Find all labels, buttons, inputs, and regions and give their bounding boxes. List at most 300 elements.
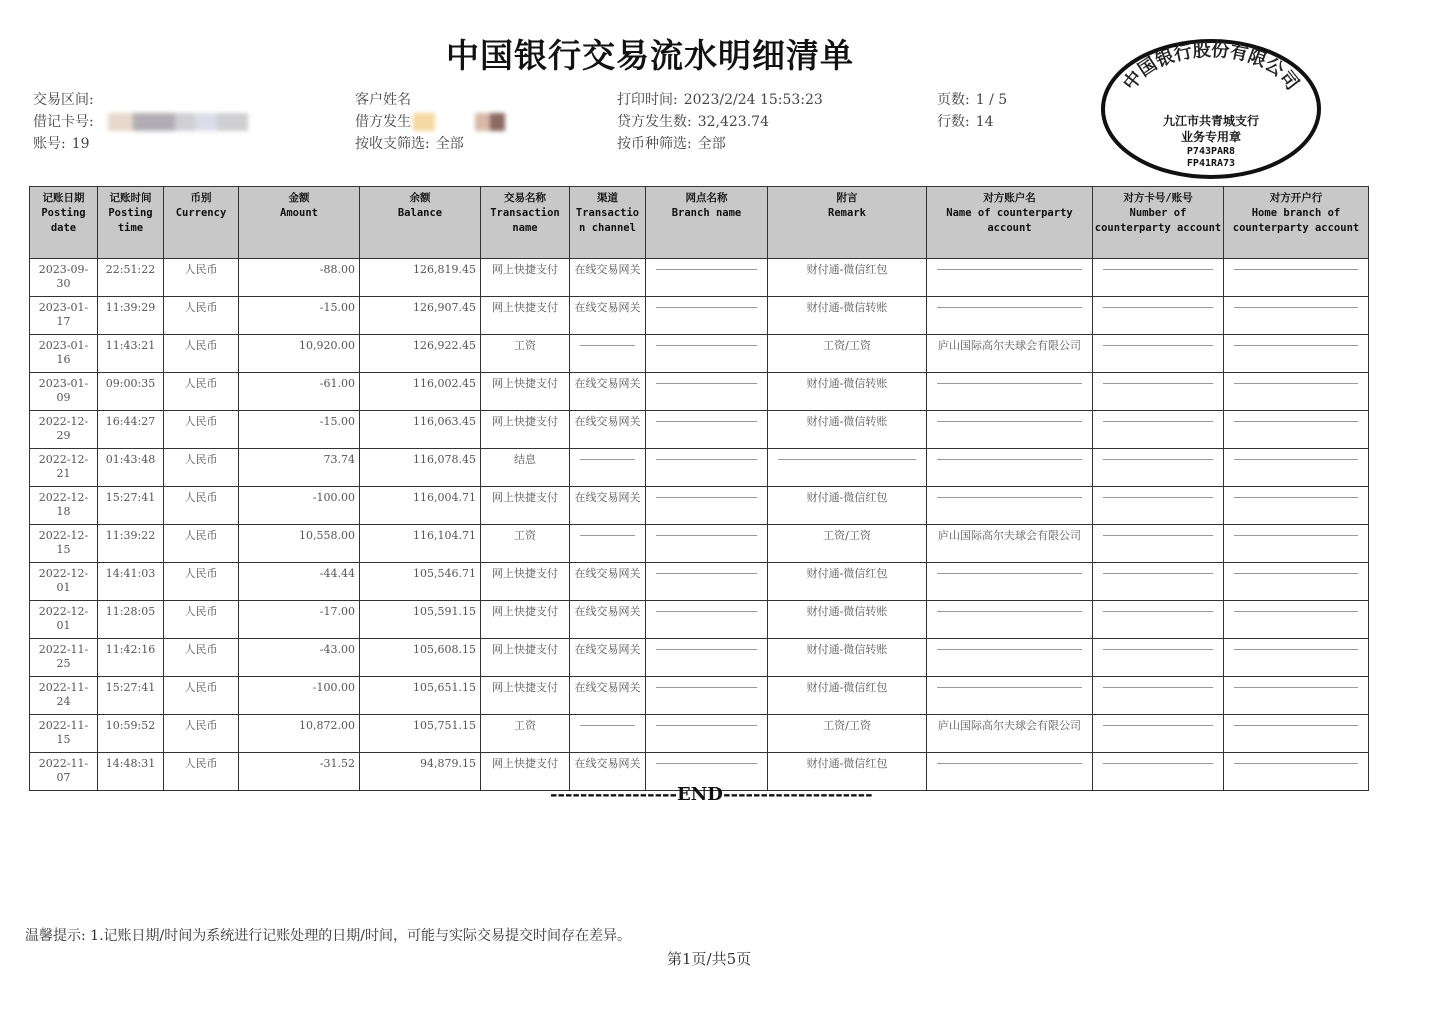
cell-remark: 财付通-微信转账 xyxy=(768,639,927,677)
cell-remark: 财付通-微信红包 xyxy=(768,487,927,525)
cell-posting-date: 2022-12-29 xyxy=(30,411,98,449)
print-time-field xyxy=(617,91,823,109)
cell-transaction-name: 网上快捷支付 xyxy=(481,601,570,639)
cell-remark: 财付通-微信红包 xyxy=(768,259,927,297)
cell-balance: 126,922.45 xyxy=(360,335,481,373)
cell-counterparty-number xyxy=(1093,525,1224,563)
column-header-cn: 金额 xyxy=(288,192,310,204)
rows-field xyxy=(937,113,994,131)
cell-currency: 人民币 xyxy=(164,449,239,487)
cell-amount: -100.00 xyxy=(239,487,360,525)
cell-channel: 在线交易网关 xyxy=(570,373,646,411)
cell-counterparty-branch xyxy=(1224,601,1369,639)
empty-dash xyxy=(656,763,757,764)
debit-field xyxy=(355,113,505,131)
cell-amount: 10,558.00 xyxy=(239,525,360,563)
cell-remark: 财付通-微信转账 xyxy=(768,373,927,411)
cell-transaction-name: 网上快捷支付 xyxy=(481,563,570,601)
column-header-en: Transaction name xyxy=(490,207,560,234)
cell-amount: -31.52 xyxy=(239,753,360,791)
cell-posting-time: 11:42:16 xyxy=(98,639,164,677)
empty-dash xyxy=(1234,687,1358,688)
cell-currency: 人民币 xyxy=(164,259,239,297)
cell-transaction-name: 工资 xyxy=(481,335,570,373)
empty-dash xyxy=(1103,269,1213,270)
empty-dash xyxy=(937,763,1082,764)
column-header-remark xyxy=(768,187,927,259)
cell-posting-date: 2022-12-21 xyxy=(30,449,98,487)
empty-dash xyxy=(1103,725,1213,726)
column-header-counterparty-branch xyxy=(1224,187,1369,259)
cell-posting-date: 2022-11-07 xyxy=(30,753,98,791)
cell-posting-time: 22:51:22 xyxy=(98,259,164,297)
cell-counterparty-number xyxy=(1093,259,1224,297)
empty-dash xyxy=(1103,611,1213,612)
column-header-en: Posting time xyxy=(108,207,153,234)
cell-balance: 94,879.15 xyxy=(360,753,481,791)
cell-counterparty-branch xyxy=(1224,449,1369,487)
cell-counterparty-name xyxy=(927,411,1093,449)
cell-counterparty-number xyxy=(1093,449,1224,487)
cell-transaction-name: 网上快捷支付 xyxy=(481,753,570,791)
cell-counterparty-number xyxy=(1093,297,1224,335)
cell-balance: 116,063.45 xyxy=(360,411,481,449)
empty-dash xyxy=(656,535,757,536)
empty-dash xyxy=(1234,497,1358,498)
column-header-cn: 交易名称 xyxy=(504,192,546,204)
empty-dash xyxy=(937,421,1082,422)
cell-counterparty-name xyxy=(927,639,1093,677)
table-row xyxy=(30,525,1369,563)
cell-channel xyxy=(570,525,646,563)
cell-counterparty-number xyxy=(1093,487,1224,525)
empty-dash xyxy=(580,345,635,346)
table-row xyxy=(30,601,1369,639)
cell-balance: 126,819.45 xyxy=(360,259,481,297)
cell-balance: 105,546.71 xyxy=(360,563,481,601)
cell-posting-date: 2022-11-15 xyxy=(30,715,98,753)
cell-amount: -44.44 xyxy=(239,563,360,601)
empty-dash xyxy=(1103,763,1213,764)
cell-remark: 工资/工资 xyxy=(768,335,927,373)
empty-dash xyxy=(1234,611,1358,612)
cell-balance: 105,651.15 xyxy=(360,677,481,715)
cell-counterparty-number xyxy=(1093,715,1224,753)
column-header-en: Home branch of counterparty account xyxy=(1232,207,1360,234)
empty-dash xyxy=(656,687,757,688)
column-header-cn: 币别 xyxy=(190,192,212,204)
account-field xyxy=(33,135,90,153)
cell-remark: 财付通-微信红包 xyxy=(768,563,927,601)
empty-dash xyxy=(656,421,757,422)
empty-dash xyxy=(1103,307,1213,308)
cell-posting-time: 11:39:29 xyxy=(98,297,164,335)
inout-filter-label: 按收支筛选: xyxy=(355,136,430,152)
cell-balance: 105,608.15 xyxy=(360,639,481,677)
empty-dash xyxy=(656,269,757,270)
cell-amount: -43.00 xyxy=(239,639,360,677)
cell-counterparty-number xyxy=(1093,563,1224,601)
cell-remark: 财付通-微信转账 xyxy=(768,411,927,449)
cell-amount: -17.00 xyxy=(239,601,360,639)
cell-counterparty-branch xyxy=(1224,715,1369,753)
column-header-cn: 记账日期 xyxy=(42,192,85,204)
cell-remark: 工资/工资 xyxy=(768,715,927,753)
table-row xyxy=(30,411,1369,449)
cell-transaction-name: 网上快捷支付 xyxy=(481,639,570,677)
column-header-amount xyxy=(239,187,360,259)
stamp-purpose: 业务专用章 xyxy=(1180,130,1242,144)
empty-dash xyxy=(937,459,1082,460)
column-header-en: Branch name xyxy=(671,207,742,219)
cell-currency: 人民币 xyxy=(164,753,239,791)
cell-remark: 财付通-微信红包 xyxy=(768,753,927,791)
empty-dash xyxy=(1103,345,1213,346)
cell-counterparty-number xyxy=(1093,411,1224,449)
cell-branch-name xyxy=(646,259,768,297)
cell-posting-date: 2022-12-18 xyxy=(30,487,98,525)
empty-dash xyxy=(1103,687,1213,688)
cell-counterparty-name: 庐山国际高尔夫球会有限公司 xyxy=(927,525,1093,563)
cell-counterparty-name xyxy=(927,677,1093,715)
cell-counterparty-branch xyxy=(1224,259,1369,297)
end-marker: -----------------END-------------------- xyxy=(550,784,873,805)
cell-counterparty-branch xyxy=(1224,677,1369,715)
cell-counterparty-branch xyxy=(1224,373,1369,411)
cell-branch-name xyxy=(646,677,768,715)
cell-branch-name xyxy=(646,715,768,753)
redacted-debit xyxy=(413,113,435,131)
empty-dash xyxy=(1103,383,1213,384)
empty-dash xyxy=(580,725,635,726)
cell-channel: 在线交易网关 xyxy=(570,601,646,639)
cell-branch-name xyxy=(646,487,768,525)
cell-currency: 人民币 xyxy=(164,677,239,715)
cell-counterparty-name xyxy=(927,259,1093,297)
empty-dash xyxy=(1234,421,1358,422)
empty-dash xyxy=(656,307,757,308)
table-row xyxy=(30,449,1369,487)
cell-counterparty-branch xyxy=(1224,753,1369,791)
cell-balance: 116,078.45 xyxy=(360,449,481,487)
inout-filter-value: 全部 xyxy=(435,136,464,152)
empty-dash xyxy=(937,649,1082,650)
cell-posting-time: 16:44:27 xyxy=(98,411,164,449)
column-header-en: Number of counterparty account xyxy=(1094,207,1222,234)
cell-posting-time: 11:39:22 xyxy=(98,525,164,563)
cell-currency: 人民币 xyxy=(164,639,239,677)
cell-transaction-name: 网上快捷支付 xyxy=(481,259,570,297)
cell-posting-date: 2023-01-09 xyxy=(30,373,98,411)
cell-counterparty-number xyxy=(1093,639,1224,677)
empty-dash xyxy=(937,307,1082,308)
cell-counterparty-branch xyxy=(1224,487,1369,525)
cell-counterparty-name xyxy=(927,487,1093,525)
stamp-code-2: FP41RA73 xyxy=(1186,158,1236,169)
empty-dash xyxy=(656,649,757,650)
redacted-card-number xyxy=(108,113,248,131)
empty-dash xyxy=(1234,383,1358,384)
column-header-en: Name of counterparty account xyxy=(946,207,1073,234)
empty-dash xyxy=(656,573,757,574)
cell-posting-time: 10:59:52 xyxy=(98,715,164,753)
empty-dash xyxy=(1234,535,1358,536)
cell-balance: 105,751.15 xyxy=(360,715,481,753)
credit-value: 32,423.74 xyxy=(697,114,769,130)
cell-currency: 人民币 xyxy=(164,487,239,525)
empty-dash xyxy=(1234,649,1358,650)
debit-label: 借方发生 xyxy=(355,114,411,130)
table-row xyxy=(30,373,1369,411)
cell-transaction-name: 网上快捷支付 xyxy=(481,487,570,525)
cell-channel: 在线交易网关 xyxy=(570,411,646,449)
stamp-code-1: P743PAR8 xyxy=(1186,146,1236,157)
empty-dash xyxy=(937,383,1082,384)
column-header-cn: 渠道 xyxy=(597,192,618,204)
empty-dash xyxy=(1103,459,1213,460)
empty-dash xyxy=(1234,763,1358,764)
cell-counterparty-number xyxy=(1093,601,1224,639)
cell-posting-date: 2022-11-24 xyxy=(30,677,98,715)
column-header-cn: 对方开户行 xyxy=(1269,192,1323,204)
empty-dash xyxy=(778,459,916,460)
column-header-transaction-name xyxy=(481,187,570,259)
column-header-cn: 对方账户名 xyxy=(983,192,1036,204)
cell-channel: 在线交易网关 xyxy=(570,753,646,791)
period-field xyxy=(33,91,94,109)
cell-transaction-name: 工资 xyxy=(481,715,570,753)
empty-dash xyxy=(1234,459,1358,460)
cell-branch-name xyxy=(646,563,768,601)
cell-transaction-name: 结息 xyxy=(481,449,570,487)
cell-amount: 10,872.00 xyxy=(239,715,360,753)
cell-counterparty-number xyxy=(1093,753,1224,791)
cell-counterparty-name xyxy=(927,373,1093,411)
cell-counterparty-name xyxy=(927,753,1093,791)
cell-counterparty-branch xyxy=(1224,525,1369,563)
table-row xyxy=(30,297,1369,335)
column-header-cn: 对方卡号/账号 xyxy=(1123,192,1193,204)
cell-posting-time: 11:28:05 xyxy=(98,601,164,639)
table-row xyxy=(30,335,1369,373)
column-header-counterparty-number xyxy=(1093,187,1224,259)
cell-counterparty-number xyxy=(1093,677,1224,715)
empty-dash xyxy=(656,725,757,726)
cell-transaction-name: 网上快捷支付 xyxy=(481,297,570,335)
pages-label: 页数: xyxy=(937,92,970,108)
empty-dash xyxy=(656,459,757,460)
table-row xyxy=(30,639,1369,677)
cell-counterparty-branch xyxy=(1224,335,1369,373)
column-header-posting-date xyxy=(30,187,98,259)
card-label: 借记卡号: xyxy=(33,114,94,130)
cell-remark: 财付通-微信红包 xyxy=(768,677,927,715)
empty-dash xyxy=(1103,649,1213,650)
cell-amount: -15.00 xyxy=(239,297,360,335)
empty-dash xyxy=(937,497,1082,498)
cell-amount: -61.00 xyxy=(239,373,360,411)
table-header-row xyxy=(30,187,1369,259)
empty-dash xyxy=(1234,345,1358,346)
cell-counterparty-name xyxy=(927,563,1093,601)
cell-posting-time: 14:48:31 xyxy=(98,753,164,791)
empty-dash xyxy=(1103,497,1213,498)
pages-value: 1 / 5 xyxy=(975,92,1008,108)
empty-dash xyxy=(1234,269,1358,270)
cell-counterparty-branch xyxy=(1224,297,1369,335)
cell-counterparty-name xyxy=(927,601,1093,639)
cell-transaction-name: 网上快捷支付 xyxy=(481,411,570,449)
empty-dash xyxy=(656,383,757,384)
footer-tip: 温馨提示: 1.记账日期/时间为系统进行记账处理的日期/时间，可能与实际交易提交时间存在差异。 xyxy=(25,928,631,944)
cell-posting-time: 15:27:41 xyxy=(98,677,164,715)
table-row xyxy=(30,259,1369,297)
cell-currency: 人民币 xyxy=(164,297,239,335)
card-field xyxy=(33,113,248,131)
inout-filter-field xyxy=(355,135,464,153)
cell-currency: 人民币 xyxy=(164,335,239,373)
cell-balance: 116,104.71 xyxy=(360,525,481,563)
column-header-en: Posting date xyxy=(41,207,86,234)
customer-field xyxy=(355,91,411,109)
column-header-cn: 余额 xyxy=(409,192,431,204)
cell-channel xyxy=(570,335,646,373)
cell-posting-date: 2023-01-17 xyxy=(30,297,98,335)
credit-label: 贷方发生数: xyxy=(617,114,692,130)
table-row xyxy=(30,487,1369,525)
cell-branch-name xyxy=(646,373,768,411)
column-header-counterparty-name xyxy=(927,187,1093,259)
empty-dash xyxy=(1234,307,1358,308)
cell-branch-name xyxy=(646,639,768,677)
redacted-debit-value xyxy=(475,113,505,131)
column-header-cn: 记账时间 xyxy=(109,192,152,204)
cell-branch-name xyxy=(646,411,768,449)
cell-counterparty-name: 庐山国际高尔夫球会有限公司 xyxy=(927,335,1093,373)
cell-branch-name xyxy=(646,297,768,335)
cell-posting-date: 2023-01-16 xyxy=(30,335,98,373)
cell-balance: 116,002.45 xyxy=(360,373,481,411)
column-header-balance xyxy=(360,187,481,259)
currency-filter-label: 按币种筛选: xyxy=(617,136,692,152)
empty-dash xyxy=(937,611,1082,612)
cell-branch-name xyxy=(646,335,768,373)
end-label: END xyxy=(677,784,724,805)
cell-transaction-name: 网上快捷支付 xyxy=(481,677,570,715)
cell-currency: 人民币 xyxy=(164,715,239,753)
cell-counterparty-name xyxy=(927,297,1093,335)
period-label: 交易区间: xyxy=(33,92,94,108)
transaction-table xyxy=(29,186,1369,791)
cell-posting-time: 15:27:41 xyxy=(98,487,164,525)
column-header-branch-name xyxy=(646,187,768,259)
column-header-posting-time xyxy=(98,187,164,259)
empty-dash xyxy=(1234,573,1358,574)
cell-remark: 财付通-微信转账 xyxy=(768,601,927,639)
cell-currency: 人民币 xyxy=(164,411,239,449)
cell-currency: 人民币 xyxy=(164,373,239,411)
cell-posting-date: 2022-12-01 xyxy=(30,601,98,639)
currency-filter-field xyxy=(617,135,726,153)
cell-posting-date: 2022-12-01 xyxy=(30,563,98,601)
empty-dash xyxy=(937,687,1082,688)
cell-currency: 人民币 xyxy=(164,525,239,563)
cell-counterparty-number xyxy=(1093,373,1224,411)
column-header-en: Balance xyxy=(397,207,443,219)
column-header-en: Amount xyxy=(280,207,318,219)
cell-transaction-name: 工资 xyxy=(481,525,570,563)
cell-channel xyxy=(570,449,646,487)
empty-dash xyxy=(937,573,1082,574)
column-header-en: Currency xyxy=(175,207,227,219)
empty-dash xyxy=(580,535,635,536)
currency-filter-value: 全部 xyxy=(697,136,726,152)
cell-channel: 在线交易网关 xyxy=(570,297,646,335)
cell-remark: 财付通-微信转账 xyxy=(768,297,927,335)
cell-balance: 105,591.15 xyxy=(360,601,481,639)
cell-channel: 在线交易网关 xyxy=(570,639,646,677)
cell-posting-time: 09:00:35 xyxy=(98,373,164,411)
cell-amount: -88.00 xyxy=(239,259,360,297)
empty-dash xyxy=(1103,573,1213,574)
cell-amount: -100.00 xyxy=(239,677,360,715)
cell-branch-name xyxy=(646,525,768,563)
cell-channel: 在线交易网关 xyxy=(570,487,646,525)
table-row xyxy=(30,677,1369,715)
empty-dash xyxy=(656,611,757,612)
stamp-arc-text: 中国银行股份有限公司 xyxy=(1119,39,1303,95)
page-title: 中国银行交易流水明细清单 xyxy=(446,36,854,75)
cell-remark xyxy=(768,449,927,487)
cell-transaction-name: 网上快捷支付 xyxy=(481,373,570,411)
account-label: 账号: xyxy=(33,136,66,152)
cell-currency: 人民币 xyxy=(164,601,239,639)
cell-counterparty-name xyxy=(927,449,1093,487)
cell-posting-date: 2022-12-15 xyxy=(30,525,98,563)
cell-amount: 10,920.00 xyxy=(239,335,360,373)
print-time-value: 2023/2/24 15:53:23 xyxy=(683,92,823,108)
customer-label: 客户姓名 xyxy=(355,92,411,108)
table-row xyxy=(30,563,1369,601)
empty-dash xyxy=(580,459,635,460)
svg-text:中国银行股份有限公司 xyxy=(1118,39,1302,94)
print-time-label: 打印时间: xyxy=(617,92,678,108)
cell-branch-name xyxy=(646,449,768,487)
cell-posting-time: 11:43:21 xyxy=(98,335,164,373)
cell-counterparty-branch xyxy=(1224,563,1369,601)
rows-value: 14 xyxy=(975,114,994,130)
account-value: 19 xyxy=(71,136,90,152)
cell-amount: -15.00 xyxy=(239,411,360,449)
cell-channel: 在线交易网关 xyxy=(570,677,646,715)
empty-dash xyxy=(937,269,1082,270)
cell-posting-date: 2022-11-25 xyxy=(30,639,98,677)
empty-dash xyxy=(656,345,757,346)
empty-dash xyxy=(656,497,757,498)
column-header-en: Remark xyxy=(828,207,866,219)
cell-channel: 在线交易网关 xyxy=(570,259,646,297)
cell-counterparty-number xyxy=(1093,335,1224,373)
cell-channel: 在线交易网关 xyxy=(570,563,646,601)
stamp-branch: 九江市共青城支行 xyxy=(1162,114,1260,128)
cell-branch-name xyxy=(646,601,768,639)
empty-dash xyxy=(1234,725,1358,726)
cell-balance: 126,907.45 xyxy=(360,297,481,335)
table-row xyxy=(30,715,1369,753)
cell-channel xyxy=(570,715,646,753)
credit-field xyxy=(617,113,769,131)
cell-counterparty-branch xyxy=(1224,639,1369,677)
